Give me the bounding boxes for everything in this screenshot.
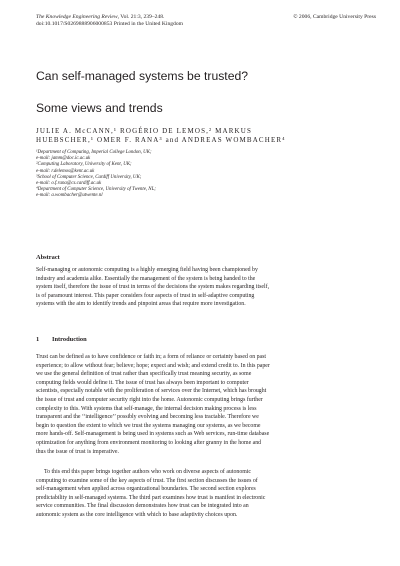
- abstract-line: system itself, therefore the issue of trust in terms of the decisions the system makes regarding itself,: [36, 284, 270, 291]
- body-line: experience; to allow without fear; believe; hope; expect and wish; and extend credit to. In this paper: [36, 362, 270, 369]
- body-line: transparent and the ‘‘intelligence’’ possibly evolving and becoming less tractable. Therefore we: [36, 414, 259, 421]
- body-line: the issue of trust and computer security right into the home. Autonomic computing brings further: [36, 396, 263, 403]
- affiliation-line: ¹Department of Computing, Imperial College London, UK;: [36, 150, 152, 155]
- body-line: we use the general definition of trust rather than specifically trust meaning security, as some: [36, 371, 252, 378]
- body-line: computing fields would define it. The issue of trust has always been important to computer: [36, 379, 249, 386]
- introduction-paragraph-2: [36, 468, 367, 520]
- section-number: 1: [36, 336, 40, 343]
- body-line: optimization for anything from environment monitoring to looking after granny in the home and: [36, 439, 262, 446]
- body-line: Trust can be defined as to have confidence or faith in; a form of reliance or certainty based on past: [36, 354, 267, 360]
- author-line-2: HUEBSCHER,¹ OMER F. RANA³ and ANDREAS WOMBACHER⁴: [36, 136, 286, 145]
- affiliation-email: e-mail: jamm@doc.ic.ac.uk: [36, 156, 91, 162]
- introduction-heading: [36, 336, 87, 343]
- affiliation-line: ³School of Computer Science, Cardiff University, UK;: [36, 174, 142, 180]
- author-line-1: JULIE A. McCANN,¹ ROGÉRIO DE LEMOS,² MARKUS: [36, 127, 253, 135]
- affiliation-email: e-mail: r.delemos@kent.ac.uk: [36, 168, 95, 174]
- body-line: service communities. The final discussion demonstrates how trust can be integrated into an: [36, 503, 249, 510]
- abstract-heading: Abstract: [36, 254, 60, 261]
- body-line: more hands-off. Self-management is being used in systems such as Web services, run-time database: [36, 431, 270, 438]
- body-line: thus the issue of trust is imperative.: [36, 448, 119, 455]
- abstract-line: is of paramount interest. This paper considers four aspects of trust in self-adaptive computing: [36, 292, 255, 299]
- body-line: predictability in self-managed systems. The third part examines how trust is manifest in electronic: [36, 494, 266, 501]
- abstract-line: systems with the aim to identify trends and pinpoint areas that require more investigation.: [36, 301, 246, 308]
- affiliation-line: ²Computing Laboratory, University of Kent, UK;: [36, 162, 132, 168]
- body-line: begin to question the extent to which we trust the systems managing our systems, as we become: [36, 422, 261, 429]
- copyright-notice: © 2006, Cambridge University Press: [293, 14, 376, 20]
- journal-header: [36, 14, 376, 28]
- affiliation-line: ⁴Department of Computer Science, University of Twente, NL;: [36, 187, 156, 193]
- introduction-paragraph-1: [36, 353, 367, 456]
- abstract-body: [36, 266, 367, 309]
- affiliation-email: e-mail: a.wombacher@utwente.nl: [36, 193, 103, 199]
- body-line: computing to examine some of the key aspects of trust. The first section discusses the issues of: [36, 477, 258, 484]
- paper-title: Can self-managed systems be trusted?: [36, 69, 249, 83]
- abstract-line: industry and academia alike. Essentially the management of the system is being handed to the: [36, 275, 256, 282]
- citation-line: [36, 14, 376, 21]
- body-line: To this end this paper brings together authors who work on diverse aspects of autonomic: [44, 469, 251, 475]
- body-line: self-management when applied across organizational boundaries. The second section explores: [36, 486, 256, 493]
- journal-citation: , Vol. 21:3, 239–248.: [117, 14, 165, 20]
- abstract-line: Self-managing or autonomic computing is a highly emerging field having been championed by: [36, 267, 258, 273]
- doi-line: doi:10.1017/S0269888906000853 Printed in the United Kingdom: [36, 21, 183, 28]
- affiliation-email: e-mail: o.f.rana@cs.cardiff.ac.uk: [36, 181, 102, 187]
- author-list: [36, 127, 356, 146]
- body-line: complexity to this. With systems that self-manage, the internal decision making process is less: [36, 405, 257, 412]
- body-line: autonomic system as the core intelligence with which to base adaptivity choices upon.: [36, 511, 238, 518]
- affiliations: [36, 150, 336, 200]
- body-line: scientists, especially notable with the proliferation of services over the Internet, which has brought: [36, 388, 267, 395]
- journal-name: The Knowledge Engineering Review: [36, 14, 118, 20]
- section-title: Introduction: [52, 336, 87, 343]
- paper-subtitle: Some views and trends: [36, 101, 163, 115]
